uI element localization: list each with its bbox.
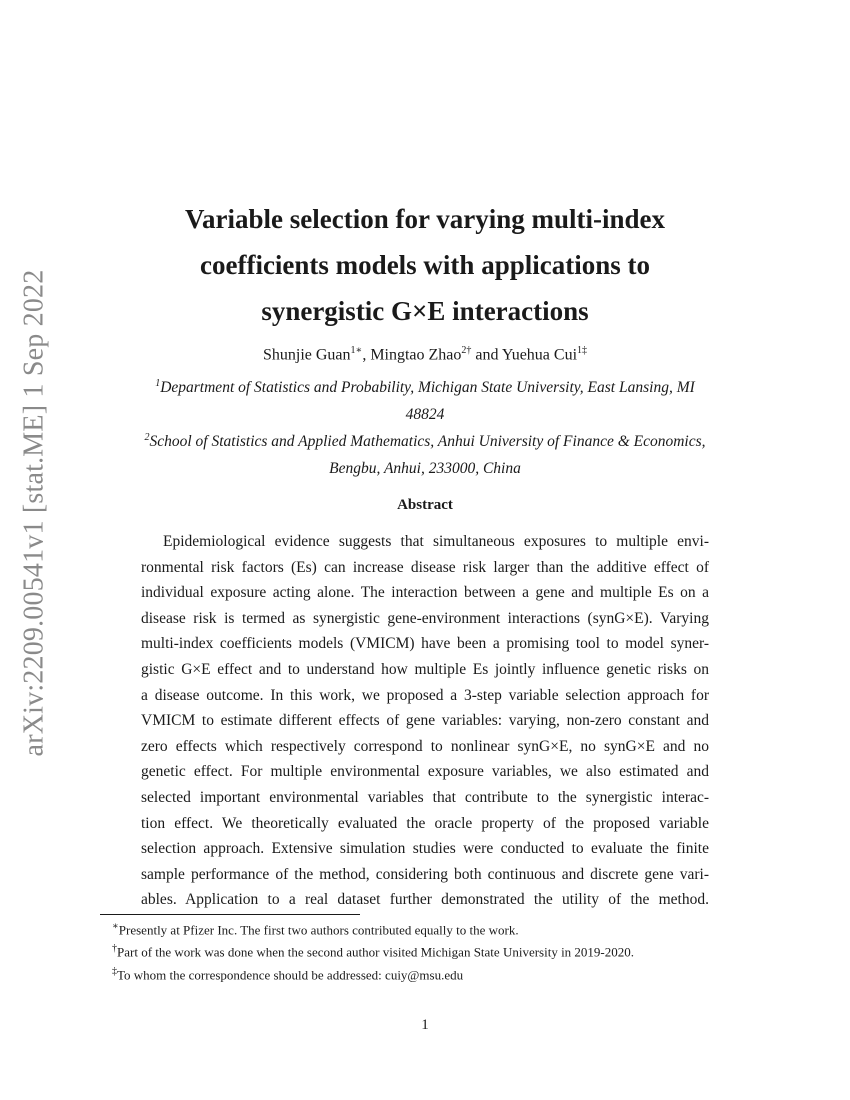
author-name: Mingtao Zhao bbox=[370, 346, 462, 364]
affiliation-1 bbox=[98, 370, 752, 428]
abstract-line: VMICM to estimate different effects of gene variables: varying, non-zero constant and bbox=[141, 712, 709, 730]
abstract-line: zero effects which respectively correspond to nonlinear synG×E, no synG×E and no bbox=[141, 737, 709, 755]
footnote-marker: ∗ bbox=[112, 921, 119, 932]
abstract-line: ables. Application to a real dataset further demonstrated the utility of the method. bbox=[141, 891, 709, 909]
abstract-line: gistic G×E effect and to understand how multiple Es jointly influence genetic risks on bbox=[141, 660, 709, 678]
title-line: Variable selection for varying multi-index bbox=[185, 204, 665, 234]
abstract-heading: Abstract bbox=[397, 497, 453, 513]
footnote-divider bbox=[100, 914, 360, 915]
title-line: synergistic G×E interactions bbox=[261, 296, 589, 326]
abstract-line: selection approach. Extensive simulation studies were conducted to evaluate the finite bbox=[141, 840, 709, 858]
affiliation-text: School of Statistics and Applied Mathematics, Anhui University of Finance & Economics, bbox=[149, 433, 706, 451]
abstract-line: individual exposure acting alone. The interaction between a gene and multiple Es on a bbox=[141, 584, 709, 602]
footnote-text: To whom the correspondence should be addressed: cuiy@msu.edu bbox=[117, 966, 464, 982]
affiliation-marker: 2 bbox=[144, 432, 150, 443]
abstract-line: selected important environmental variables that contribute to the synergistic interac- bbox=[141, 788, 709, 806]
author-separator: , bbox=[362, 346, 371, 364]
author-marker: 1∗ bbox=[350, 345, 363, 356]
footnote-marker: † bbox=[112, 943, 117, 955]
abstract-line: Epidemiological evidence suggests that simultaneous exposures to multiple envi- bbox=[163, 533, 709, 550]
affiliation-marker: 1 bbox=[155, 378, 161, 389]
author-name: Yuehua Cui bbox=[501, 346, 578, 364]
abstract-line: sample performance of the method, considering both continuous and discrete gene vari- bbox=[141, 865, 709, 883]
affiliation-line bbox=[98, 424, 752, 455]
page-number: 1 bbox=[421, 1017, 429, 1033]
affiliation-line bbox=[98, 370, 752, 401]
affiliation-line: 48824 bbox=[405, 406, 445, 424]
paper-title bbox=[100, 196, 750, 334]
author-marker: 2† bbox=[461, 345, 472, 356]
footnote-text: Presently at Pfizer Inc. The first two authors contributed equally to the work. bbox=[118, 922, 519, 938]
abstract-body bbox=[141, 529, 709, 913]
abstract-line: disease risk is termed as synergistic gene-environment interactions (synG×E). Varying bbox=[141, 609, 709, 627]
abstract-line: genetic effect. For multiple environmental exposure variables, we also estimated and bbox=[141, 763, 709, 781]
footnote bbox=[112, 962, 752, 984]
footnote bbox=[112, 917, 752, 939]
footnote-text: Part of the work was done when the second author visited Michigan State University in 2019-2020. bbox=[117, 944, 635, 960]
affiliation-line: Bengbu, Anhui, 233000, China bbox=[329, 460, 521, 478]
author-name: Shunjie Guan bbox=[262, 346, 351, 364]
abstract-line: multi-index coefficients models (VMICM) have been a promising tool to model syner- bbox=[141, 635, 709, 653]
arxiv-id: arXiv:2209.00541v1 [stat.ME] 1 Sep 2022 bbox=[18, 269, 49, 757]
abstract-line: ronmental risk factors (Es) can increase disease risk larger than the additive effect of bbox=[141, 558, 709, 576]
footnote bbox=[112, 939, 752, 961]
abstract-line: tion effect. We theoretically evaluated the oracle property of the proposed variable bbox=[141, 814, 709, 832]
affiliation-text: Department of Statistics and Probability, Michigan State University, East Lansing, MI bbox=[160, 379, 695, 397]
footnotes bbox=[112, 917, 752, 984]
author-marker: 1‡ bbox=[577, 345, 588, 356]
author-list bbox=[100, 345, 750, 364]
footnote-marker: ‡ bbox=[112, 965, 117, 977]
arxiv-stamp bbox=[16, 268, 52, 758]
title-line: coefficients models with applications to bbox=[200, 250, 650, 280]
affiliation-2 bbox=[98, 424, 752, 482]
author-separator: and bbox=[471, 346, 502, 364]
abstract-line: a disease outcome. In this work, we proposed a 3-step variable selection approach for bbox=[141, 686, 709, 704]
